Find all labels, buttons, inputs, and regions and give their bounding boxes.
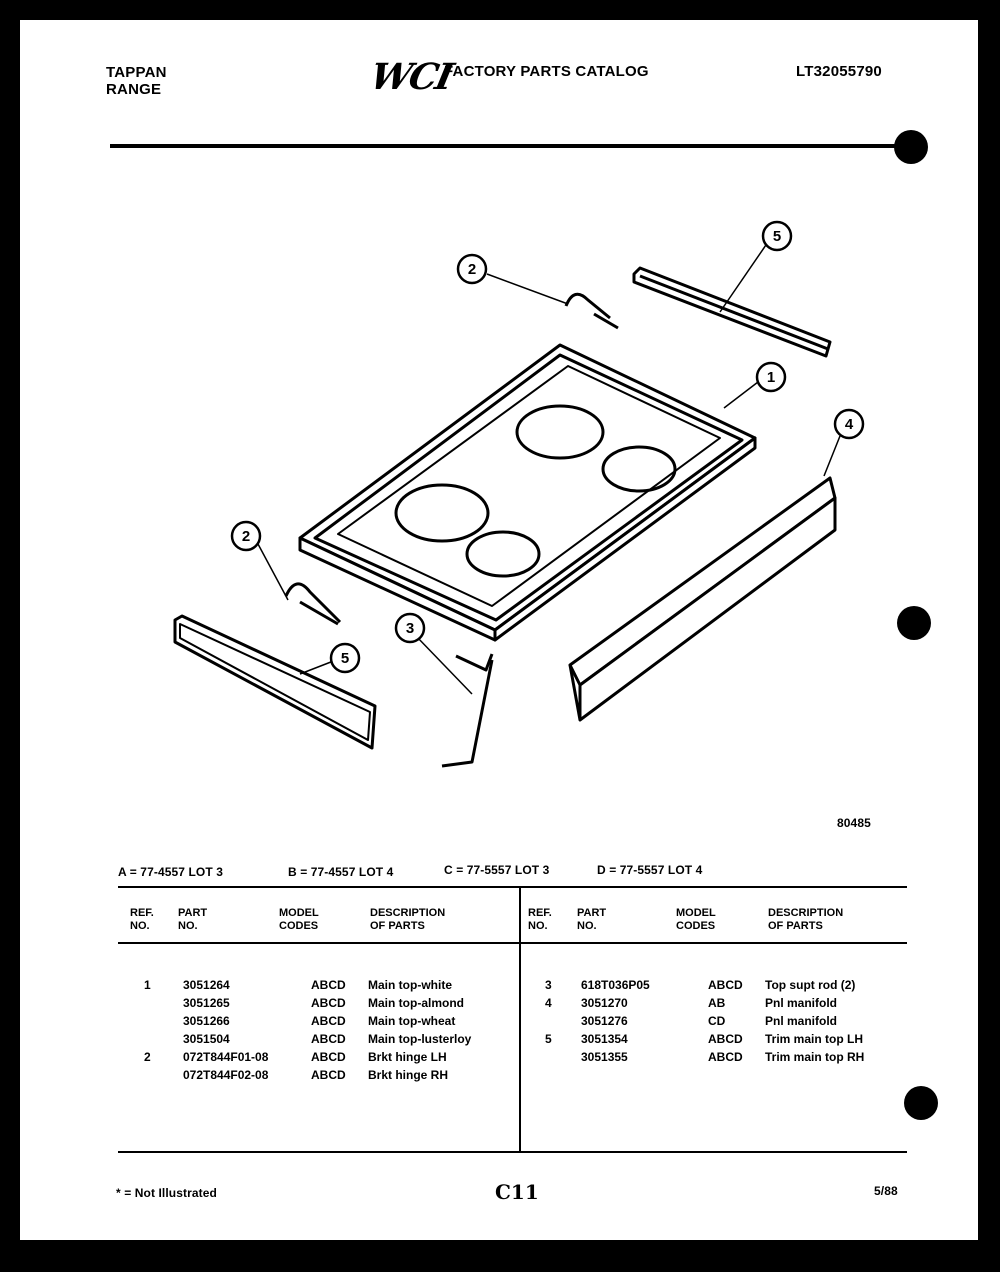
- model-code-a: A = 77-4557 LOT 3: [118, 865, 223, 879]
- header-ref-right: REF. NO.: [528, 907, 552, 932]
- model-code-b: B = 77-4557 LOT 4: [288, 865, 394, 879]
- right-ref-column: 3 4 5: [545, 978, 552, 1046]
- header-desc-left: DESCRIPTION OF PARTS: [370, 907, 446, 932]
- trim-bottom-left-part: [175, 616, 375, 748]
- punch-hole-icon: [904, 1086, 938, 1120]
- catalog-title: FACTORY PARTS CATALOG: [444, 63, 649, 80]
- callout-2-top: 2: [467, 261, 477, 278]
- callout-5-top: 5: [772, 228, 782, 245]
- page-number: C11: [495, 1180, 539, 1204]
- left-desc-column: Main top-white Main top-almond Main top-wheat Main top-lusterloy Brkt hinge LH Brkt hinge RH: [368, 978, 472, 1082]
- header-desc-right: DESCRIPTION OF PARTS: [768, 907, 844, 932]
- wci-logo: WCI: [366, 56, 456, 98]
- callout-5-bottom: 5: [340, 650, 350, 667]
- header-part-right: PART NO.: [577, 907, 607, 932]
- left-model-column: ABCD ABCD ABCD ABCD ABCD ABCD: [311, 978, 346, 1082]
- left-ref-column: 1 2: [144, 978, 151, 1064]
- footnote: * = Not Illustrated: [116, 1186, 217, 1200]
- header-model-left: MODEL CODES: [279, 907, 319, 932]
- trim-top-right-part: [634, 268, 830, 356]
- brand-name: TAPPAN: [106, 64, 167, 81]
- right-part-column: 618T036P05 3051270 3051276 3051354 3051355: [581, 978, 650, 1064]
- right-desc-column: Top supt rod (2) Pnl manifold Pnl manifold Trim main top LH Trim main top RH: [765, 978, 865, 1064]
- table-top-rule: [118, 886, 907, 888]
- header-part-left: PART NO.: [178, 907, 208, 932]
- figure-number: 80485: [837, 816, 871, 830]
- catalog-number: LT32055790: [796, 63, 882, 80]
- callout-4: 4: [844, 416, 854, 433]
- hinge-bottom-part: [286, 584, 340, 624]
- catalog-page: [20, 20, 978, 1240]
- model-code-c: C = 77-5557 LOT 3: [444, 863, 550, 877]
- table-header-rule: [118, 942, 907, 944]
- callout-1: 1: [766, 369, 776, 386]
- right-model-column: ABCD AB CD ABCD ABCD: [708, 978, 743, 1064]
- callout-2-bottom: 2: [241, 528, 251, 545]
- hinge-top-part: [566, 294, 618, 328]
- table-bottom-rule: [118, 1151, 907, 1153]
- header-model-right: MODEL CODES: [676, 907, 716, 932]
- header-ref-left: REF. NO.: [130, 907, 154, 932]
- product-type: RANGE: [106, 81, 162, 98]
- left-part-column: 3051264 3051265 3051266 3051504 072T844F01-08 072T844F02-08: [183, 978, 269, 1082]
- revision-date: 5/88: [874, 1184, 898, 1198]
- model-code-d: D = 77-5557 LOT 4: [597, 863, 703, 877]
- exploded-parts-diagram: [20, 20, 978, 840]
- callout-3: 3: [405, 620, 415, 637]
- table-divider: [519, 888, 521, 1151]
